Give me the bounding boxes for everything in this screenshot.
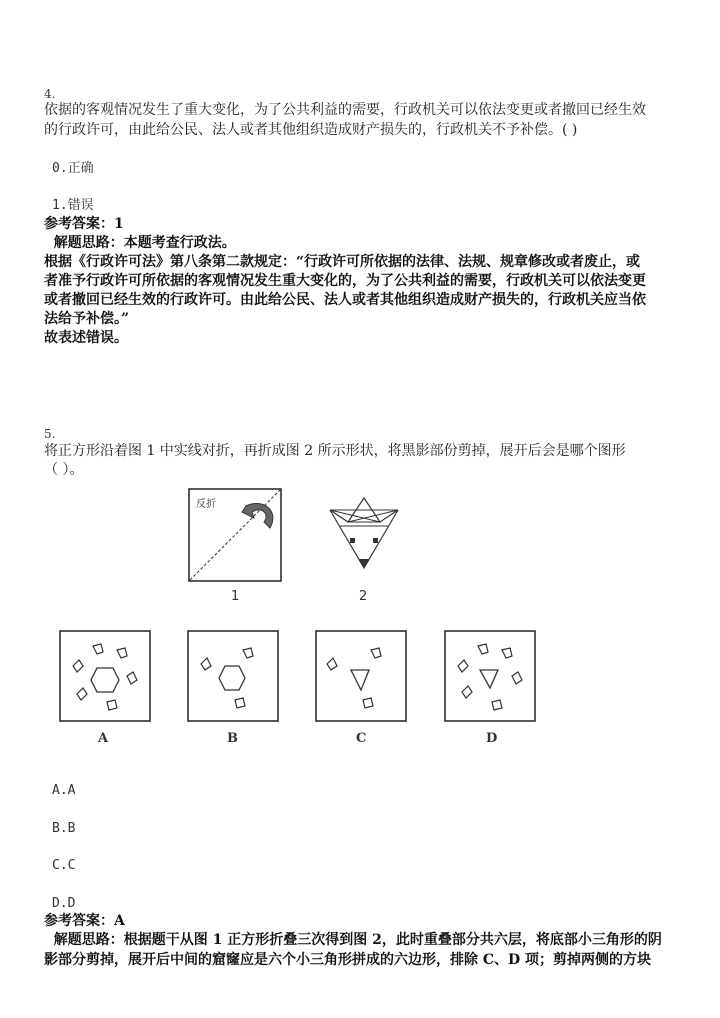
q4-stem-line1: 依据的客观情况发生了重大变化，为了公共利益的需要，行政机关可以依法变更或者撤回已经生效	[44, 102, 646, 118]
choice-c-label: C	[356, 731, 367, 746]
hexagon-hole	[91, 668, 119, 692]
figure-2-label: 2	[359, 589, 368, 604]
q4-option-1[interactable]: 1.错误	[52, 198, 94, 213]
choice-a-figure[interactable]	[59, 630, 151, 722]
choice-b-label: B	[227, 731, 238, 746]
figure-1-label: 1	[231, 589, 240, 604]
q4-analysis-title: 解题思路：本题考查行政法。	[44, 235, 236, 251]
q4-answer: 参考答案：1	[44, 216, 124, 232]
q5-option-c[interactable]: C.C	[52, 858, 76, 873]
figure-2	[326, 496, 402, 572]
choice-d-figure[interactable]	[444, 630, 536, 722]
q4-conclusion: 故表述错误。	[44, 330, 128, 346]
q5-analysis-line1: 解题思路：根据题干从图 1 正方形折叠三次得到图 2，此时重叠部分共六层，将底部小三角形的阴	[44, 932, 662, 948]
choice-b-figure[interactable]	[187, 630, 279, 722]
cut-square-right	[373, 538, 378, 543]
q5-option-b[interactable]: B.B	[52, 821, 76, 836]
cut-triangle	[359, 559, 369, 568]
q4-stem-line2: 的行政许可，由此给公民、法人或者其他组织造成财产损失的，行政机关不予补偿。( )	[44, 122, 578, 138]
hexagon-hole	[219, 666, 245, 690]
q5-option-a[interactable]: A.A	[52, 783, 76, 798]
choice-c-figure[interactable]	[315, 630, 407, 722]
q4-analysis-line4: 法给予补偿。”	[44, 311, 130, 327]
figure-1-text: 反折	[196, 499, 216, 510]
q5-analysis-line2: 影部分剪掉，展开后中间的窟窿应是六个小三角形拼成的六边形，排除 C、D 项；剪掉两侧的方块	[44, 952, 652, 968]
q5-stem-line2: （ ）。	[44, 462, 84, 478]
q4-analysis-line3: 或者撤回已经生效的行政许可。由此给公民、法人或者其他组织造成财产损失的，行政机关应当依	[44, 292, 646, 308]
q5-number: 5.	[44, 427, 56, 441]
q4-analysis-line1: 根据《行政许可法》第八条第二款规定：“行政许可所依据的法律、法规、规章修改或者废止，或	[44, 254, 641, 270]
q5-stem-line1: 将正方形沿着图 1 中实线对折，再折成图 2 所示形状，将黑影部份剪掉，展开后会是哪个图形	[44, 443, 626, 459]
choice-a-label: A	[98, 731, 109, 746]
choice-d-label: D	[486, 731, 498, 746]
q5-option-d[interactable]: D.D	[52, 896, 76, 911]
q5-answer: 参考答案：A	[44, 913, 125, 929]
q4-number: 4.	[44, 87, 56, 101]
q4-option-0[interactable]: 0.正确	[52, 161, 94, 176]
q4-analysis-line2: 者准予行政许可所依据的客观情况发生重大变化的，为了公共利益的需要，行政机关可以依法变更	[44, 273, 646, 289]
cut-square-left	[350, 538, 355, 543]
